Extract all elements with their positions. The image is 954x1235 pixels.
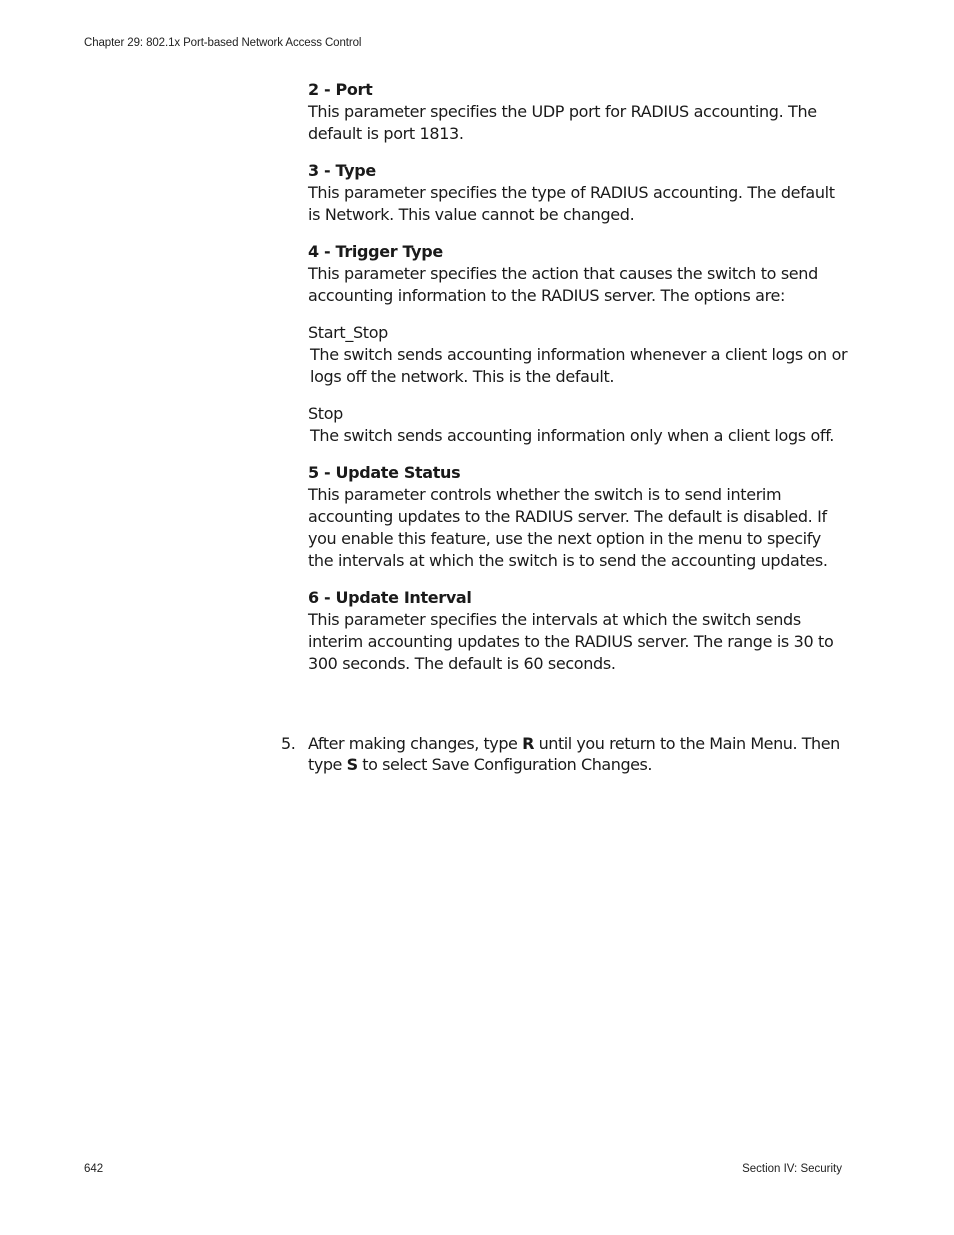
option-start-stop [308,322,848,388]
parameter-list [308,79,848,690]
param-description: This parameter specifies the intervals at which the switch sends interim accounting updates to the RADIUS server. The range is 30 to 300 seconds. The default is 60 seconds. [308,610,834,673]
step-number: 5. [281,734,296,753]
param-update-status [308,462,848,572]
param-title: 4 - Trigger Type [308,242,443,261]
page-number: 642 [84,1163,104,1175]
param-trigger-type [308,241,848,307]
param-description: This parameter specifies the action that causes the switch to send accounting information to the RADIUS server. The options are: [308,264,818,305]
option-description: The switch sends accounting information only when a client logs off. [310,426,835,445]
option-description: The switch sends accounting information whenever a client logs on or logs off the network. This is the default. [310,345,848,386]
param-title: 3 - Type [308,161,376,180]
key-r: R [522,734,534,753]
param-title: 2 - Port [308,80,373,99]
option-name: Stop [308,404,343,423]
param-description: This parameter specifies the type of RADIUS accounting. The default is Network. This value cannot be changed. [308,183,835,224]
section-label: Section IV: Security [742,1163,842,1175]
step-text-part: After making changes, type [308,734,523,753]
option-stop [308,403,848,447]
param-description: This parameter controls whether the switch is to send interim accounting updates to the RADIUS server. The default is disabled. If you enable this feature, use the next option in the menu to specify the intervals at which the switch is to send the accounting updates. [308,485,828,570]
param-title: 5 - Update Status [308,463,461,482]
procedure-step-5 [281,733,851,775]
step-text-part: until you return to the Main Menu. Then type [308,734,840,774]
param-description: This parameter specifies the UDP port for RADIUS accounting. The default is port 1813. [308,102,817,143]
param-port [308,79,848,145]
key-s: S [346,755,358,774]
step-text [308,733,851,775]
step-text-part: to select Save Configuration Changes. [357,755,653,774]
running-header: Chapter 29: 802.1x Port-based Network Access Control [84,37,362,49]
param-update-interval [308,587,848,675]
param-type [308,160,848,226]
option-name: Start_Stop [308,323,388,342]
param-title: 6 - Update Interval [308,588,472,607]
